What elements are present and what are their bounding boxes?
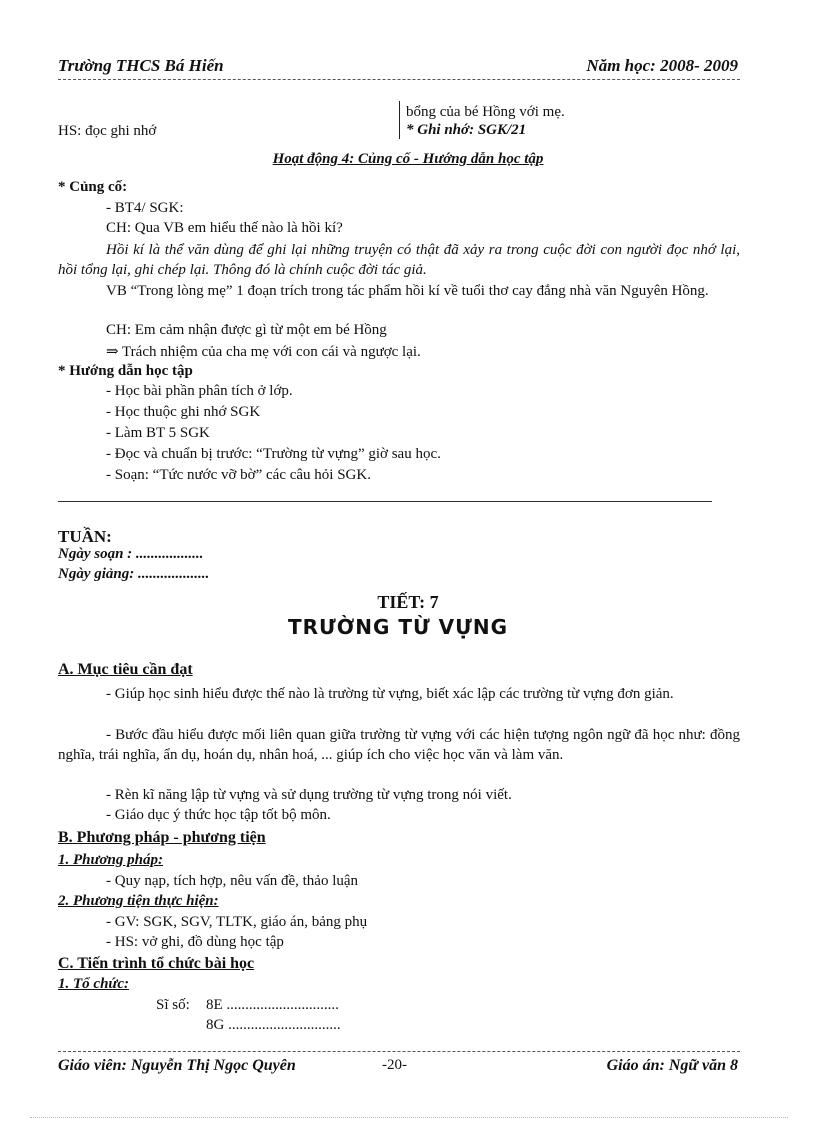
section-a-paragraph-1: - Giúp học sinh hiểu được thế nào là trường từ vựng, biết xác lập các trường từ vựng đơn giản. [106, 686, 674, 702]
section-a-line-3: - Rèn kĩ năng lập từ vựng và sử dụng trường từ vựng trong nói viết. [106, 787, 512, 803]
table-divider [399, 101, 400, 139]
huongdan-item: - Làm BT 5 SGK [106, 425, 210, 441]
lesson-title: TRƯỜNG TỪ VỰNG [288, 615, 508, 639]
cungco-line-3: CH: Em cảm nhận được gì từ một em bé Hồng [106, 322, 387, 338]
section-b-sub-2: 2. Phương tiện thực hiện: [58, 893, 219, 909]
huongdan-item: - Học thuộc ghi nhớ SGK [106, 404, 261, 420]
section-b-item: - HS: vở ghi, đồ dùng học tập [106, 934, 284, 950]
section-b-item: - Quy nạp, tích hợp, nêu vấn đề, thảo luận [106, 873, 359, 889]
huongdan-item: - Soạn: “Tức nước vỡ bờ” các câu hỏi SGK. [106, 467, 371, 483]
footer-divider [58, 1051, 740, 1052]
cungco-line-4: ⇒ Trách nhiệm của cha mẹ với con cái và ngược lại. [106, 344, 421, 360]
header-divider [58, 79, 740, 80]
huongdan-item: - Đọc và chuẩn bị trước: “Trường từ vựng” giờ sau học. [106, 446, 441, 462]
lesson-number: TIẾT: 7 [377, 592, 439, 612]
page-number: -20- [382, 1057, 407, 1073]
school-name: Trường THCS Bá Hiến [58, 56, 224, 75]
cungco-paragraph-2: VB “Trong lòng mẹ” 1 đoạn trích trong tác phẩm hồi kí về tuổi thơ cay đắng nhà văn Nguyên Hồng. [106, 283, 709, 299]
page-bottom-border [30, 1117, 788, 1118]
attendance-class-2: 8G .............................. [206, 1017, 341, 1033]
section-c-sub-1: 1. Tổ chức: [58, 976, 130, 992]
huongdan-heading: * Hướng dẫn học tập [58, 363, 193, 379]
section-b-heading: B. Phương pháp - phương tiện [58, 829, 266, 846]
attendance-class-1: 8E .............................. [206, 997, 339, 1013]
activity-4-heading: Hoạt động 4: Củng cố - Hướng dẫn học tập [272, 151, 544, 167]
section-b-sub-1: 1. Phương pháp: [58, 852, 163, 868]
section-a-paragraph-2: - Bước đầu hiểu được mối liên quan giữa trường từ vựng với các hiện tượng ngôn ngữ đã học như: đồng nghĩa, trái nghĩa, ẩn dụ, hoán dụ, nhân hoá, ... giúp ích cho việc học văn và làm văn. [58, 727, 740, 763]
table-left-cell: HS: đọc ghi nhớ [58, 123, 157, 139]
section-b-item: - GV: SGK, SGV, TLTK, giáo án, bảng phụ [106, 914, 368, 930]
section-divider [58, 501, 712, 502]
huongdan-item: - Học bài phần phân tích ở lớp. [106, 383, 293, 399]
week-label: TUẦN: [58, 527, 112, 546]
section-c-heading: C. Tiến trình tổ chức bài học [58, 955, 255, 972]
cungco-line-2: CH: Qua VB em hiểu thế nào là hồi kí? [106, 220, 343, 236]
table-right-line-2: * Ghi nhớ: SGK/21 [406, 122, 527, 138]
cungco-heading: * Củng cố: [58, 179, 128, 195]
prep-date: Ngày soạn : .................. [58, 546, 204, 562]
footer-teacher: Giáo viên: Nguyễn Thị Ngọc Quyên [58, 1057, 296, 1074]
section-a-line-4: - Giáo dục ý thức học tập tốt bộ môn. [106, 807, 331, 823]
school-year: Năm học: 2008- 2009 [586, 56, 738, 75]
footer-plan: Giáo án: Ngữ văn 8 [606, 1057, 738, 1074]
cungco-line-1: - BT4/ SGK: [106, 200, 184, 216]
cungco-paragraph-1: Hồi kí là thể văn dùng để ghi lại những truyện có thật đã xảy ra trong cuộc đời con người đọc nhớ lại, hồi tổng lại, ghi chép lại. Thông đó là chính cuộc đời tác giả. [58, 242, 740, 278]
table-right-line-1: bổng của bé Hồng với mẹ. [406, 104, 565, 120]
section-a-heading: A. Mục tiêu cần đạt [58, 661, 193, 678]
teach-date: Ngày giảng: ................... [58, 566, 210, 582]
attendance-label: Sĩ số: [156, 997, 190, 1013]
